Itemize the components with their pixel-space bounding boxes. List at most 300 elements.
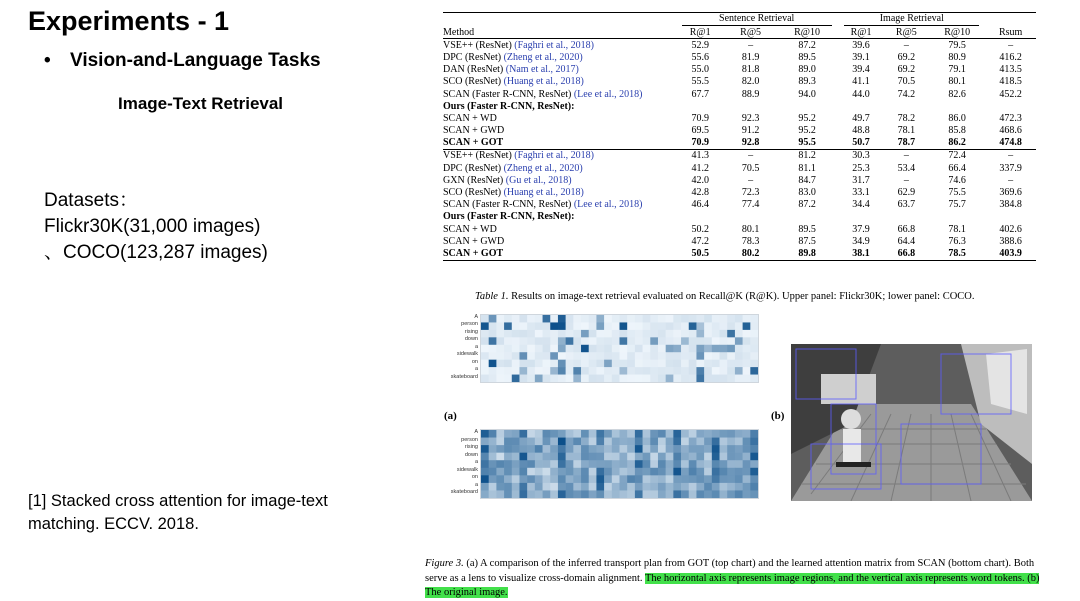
heatmap-cell (596, 345, 604, 353)
heatmap-cell (750, 337, 758, 345)
heatmap-cell (635, 483, 643, 491)
heatmap-cell (673, 445, 681, 453)
heatmap-cell (596, 375, 604, 382)
heatmap-cell (496, 453, 504, 461)
heatmap-cell (681, 330, 689, 338)
heatmap-cell (566, 460, 574, 468)
heatmap-cell (696, 475, 704, 483)
heatmap-cell (489, 367, 497, 375)
heatmap-cell (512, 490, 520, 498)
heatmap-cell (704, 360, 712, 368)
heatmap-cell (673, 490, 681, 498)
heatmap-cell (666, 483, 674, 491)
heatmap-cell (627, 345, 635, 353)
heatmap-cell (704, 483, 712, 491)
column-header: R@10 (776, 26, 839, 39)
heatmap-cell (604, 367, 612, 375)
heatmap-cell (689, 438, 697, 446)
heatmap-cell (704, 352, 712, 360)
table-cell: 49.7 (852, 112, 870, 124)
table-cell: 452.2 (999, 88, 1022, 100)
table-cell: 39.1 (852, 51, 870, 63)
heatmap-cell (720, 490, 728, 498)
heatmap-cell (681, 475, 689, 483)
heatmap-cell (543, 483, 551, 491)
table-cell: 88.9 (741, 88, 760, 100)
heatmap-cell (612, 367, 620, 375)
heatmap-cell (535, 438, 543, 446)
heatmap-cell (589, 430, 597, 438)
heatmap-cell (581, 475, 589, 483)
heatmap-cell (643, 367, 651, 375)
heatmap-cell (727, 330, 735, 338)
heatmap-cell (673, 345, 681, 353)
heatmap-cell (596, 483, 604, 491)
heatmap-cell (550, 330, 558, 338)
table-cell: 55.5 (691, 76, 709, 88)
heatmap-cell (550, 345, 558, 353)
heatmap-cell (735, 445, 743, 453)
heatmap-cell (535, 483, 543, 491)
table-cell: 79.1 (948, 64, 966, 76)
heatmap-cell (666, 322, 674, 330)
heatmap-cell (727, 315, 735, 323)
heatmap-cell (527, 352, 535, 360)
heatmap-cell (481, 460, 489, 468)
heatmap-cell (689, 460, 697, 468)
heatmap-cell (581, 430, 589, 438)
table-cell: – (903, 39, 909, 51)
heatmap-cell (743, 322, 751, 330)
heatmap-cell (743, 367, 751, 375)
heatmap-cell (735, 490, 743, 498)
heatmap-cell (643, 460, 651, 468)
heatmap-cell (512, 315, 520, 323)
table-cell: 89.3 (798, 76, 816, 88)
table-cell: 75.7 (948, 199, 966, 211)
heatmap-cell (573, 445, 581, 453)
heatmap-cell (712, 475, 720, 483)
heatmap-cell (650, 315, 658, 323)
figure-caption-highlight: The horizontal axis represents image regions, and the vertical axis represents word tokens. (b) The original image. (425, 572, 1040, 598)
heatmap-cell (496, 468, 504, 476)
heatmap-cell (604, 483, 612, 491)
heatmap-cell (589, 460, 597, 468)
heatmap-cell (650, 360, 658, 368)
heatmap-cell (512, 352, 520, 360)
table-cell: – (1008, 150, 1014, 162)
citation: (Gu et al., 2018) (505, 174, 572, 186)
table-cell: 63.7 (897, 199, 916, 211)
method-name: SCAN + WD (443, 223, 497, 235)
heatmap-cell (581, 445, 589, 453)
word-token-label: down (464, 451, 478, 458)
table-cell: 69.5 (691, 125, 709, 137)
heatmap-cell (527, 445, 535, 453)
heatmap-cell (627, 438, 635, 446)
heatmap-cell (504, 468, 512, 476)
heatmap-cell (596, 360, 604, 368)
heatmap-cell (750, 483, 758, 491)
heatmap-cell (689, 468, 697, 476)
heatmap-cell (666, 453, 674, 461)
heatmap-cell (689, 453, 697, 461)
heatmap-cell (612, 490, 620, 498)
heatmap-cell (650, 468, 658, 476)
heatmap-cell (696, 345, 704, 353)
table-cell: 472.3 (999, 112, 1022, 124)
heatmap-cell (704, 445, 712, 453)
heatmap-cell (512, 330, 520, 338)
table-cell: 79.5 (948, 39, 966, 51)
heatmap-cell (720, 367, 728, 375)
heatmap-cell (543, 360, 551, 368)
heatmap-cell (573, 345, 581, 353)
heatmap-cell (581, 315, 589, 323)
heatmap-cell (720, 330, 728, 338)
heatmap-cell (489, 468, 497, 476)
method-name: DPC (ResNet) (443, 51, 502, 63)
heatmap-cell (720, 438, 728, 446)
heatmap-cell (750, 375, 758, 382)
heatmap-cell (496, 375, 504, 382)
heatmap-cell (658, 375, 666, 382)
method-name: VSE++ (ResNet) (443, 39, 512, 51)
heatmap-cell (727, 337, 735, 345)
heatmap-cell (727, 453, 735, 461)
heatmap-cell (673, 453, 681, 461)
heatmap-cell (489, 330, 497, 338)
citation: (Faghri et al., 2018) (514, 39, 594, 51)
heatmap-cell (750, 445, 758, 453)
heatmap-cell (550, 315, 558, 323)
table-row (443, 235, 1036, 247)
section-subheading: Image-Text Retrieval (118, 94, 284, 113)
table-cell: 42.0 (691, 174, 709, 186)
heatmap-cell (519, 322, 527, 330)
heatmap-cell (635, 490, 643, 498)
heatmap-cell (550, 490, 558, 498)
heatmap-cell (535, 375, 543, 382)
table-cell: 50.7 (838, 137, 883, 150)
heatmap-cell (504, 360, 512, 368)
heatmap-cell (750, 360, 758, 368)
table-cell: 369.6 (999, 187, 1022, 199)
heatmap-cell (543, 367, 551, 375)
heatmap-cell (704, 438, 712, 446)
heatmap-cell (604, 475, 612, 483)
heatmap-cell (635, 330, 643, 338)
heatmap-cell (558, 430, 566, 438)
table-cell: 418.5 (999, 76, 1022, 88)
heatmap-cell (481, 360, 489, 368)
heatmap-cell (504, 375, 512, 382)
heatmap-cell (558, 445, 566, 453)
table-cell: – (748, 39, 754, 51)
table-row (443, 174, 1036, 186)
heatmap-cell (635, 360, 643, 368)
heatmap-cell (735, 345, 743, 353)
heatmap-cell (504, 475, 512, 483)
table-cell: – (748, 150, 754, 162)
heatmap-cell (589, 375, 597, 382)
heatmap-cell (496, 345, 504, 353)
heatmap-cell (627, 445, 635, 453)
heatmap-cell (750, 453, 758, 461)
table-cell: 81.9 (741, 51, 760, 63)
heatmap-cell (689, 345, 697, 353)
heatmap-cell (504, 322, 512, 330)
table-cell: 95.2 (798, 125, 816, 137)
column-header: R@5 (725, 26, 775, 39)
bullet-text: Vision-and-Language Tasks (70, 50, 321, 71)
heatmap-cell (589, 490, 597, 498)
heatmap-cell (527, 468, 535, 476)
heatmap-cell (712, 490, 720, 498)
heatmap-cell (704, 345, 712, 353)
heatmap-cell (566, 445, 574, 453)
heatmap-scan (480, 429, 759, 499)
heatmap-cell (596, 315, 604, 323)
table-cell: 384.8 (999, 199, 1022, 211)
citation: (Huang et al., 2018) (503, 76, 584, 88)
heatmap-cell (696, 468, 704, 476)
heatmap-cell (566, 375, 574, 382)
table-row (443, 186, 1036, 198)
heatmap-cell (512, 483, 520, 491)
heatmap-cell (720, 345, 728, 353)
heatmap-cell (720, 360, 728, 368)
heatmap-cell (673, 475, 681, 483)
heatmap-cell (496, 337, 504, 345)
heatmap-cell (681, 445, 689, 453)
heatmap-cell (496, 460, 504, 468)
heatmap-cell (535, 352, 543, 360)
heatmap-cell (650, 337, 658, 345)
table-cell: 83.0 (798, 187, 816, 199)
heatmap-cell (604, 430, 612, 438)
heatmap-cell (666, 330, 674, 338)
heatmap-cell (735, 360, 743, 368)
table-cell: 388.6 (999, 235, 1022, 247)
heatmap-cell (543, 468, 551, 476)
heatmap-cell (558, 322, 566, 330)
heatmap-cell (581, 337, 589, 345)
word-token-label: rising (464, 328, 478, 335)
column-header: R@10 (929, 26, 985, 39)
heatmap-cell (620, 367, 628, 375)
word-token-label: rising (464, 444, 478, 451)
heatmap-cell (681, 322, 689, 330)
method-name: VSE++ (ResNet) (443, 150, 512, 162)
heatmap-cell (519, 430, 527, 438)
heatmap-cell (635, 322, 643, 330)
heatmap-cell (720, 315, 728, 323)
heatmap-cell (643, 375, 651, 382)
heatmap-cell (643, 337, 651, 345)
heatmap-cell (712, 337, 720, 345)
table-cell: 38.1 (838, 247, 883, 260)
heatmap-cell (750, 460, 758, 468)
table-cell: 82.0 (741, 76, 760, 88)
heatmap-cell (620, 337, 628, 345)
word-token-label: on (471, 474, 478, 481)
heatmap-cell (666, 445, 674, 453)
heatmap-cell (573, 438, 581, 446)
heatmap-cell (735, 483, 743, 491)
citation: (Lee et al., 2018) (573, 88, 643, 100)
heatmap-cell (527, 315, 535, 323)
table-cell: 78.1 (948, 223, 966, 235)
heatmap-cell (712, 330, 720, 338)
heatmap-cell (696, 483, 704, 491)
heatmap-cell (627, 475, 635, 483)
heatmap-cell (696, 460, 704, 468)
heatmap-cell (550, 367, 558, 375)
heatmap-cell (743, 453, 751, 461)
heatmap-cell (581, 322, 589, 330)
heatmap-cell (727, 460, 735, 468)
heatmap-cell (481, 352, 489, 360)
word-token-label: a (474, 459, 478, 466)
heatmap-cell (604, 468, 612, 476)
heatmap-cell (496, 445, 504, 453)
heatmap-cell (489, 322, 497, 330)
heatmap-cell (527, 367, 535, 375)
heatmap-cell (527, 490, 535, 498)
table-cell: – (748, 174, 754, 186)
heatmap-cell (496, 352, 504, 360)
word-token-label: sidewalk (456, 351, 478, 358)
heatmap-cell (689, 445, 697, 453)
heatmap-cell (666, 360, 674, 368)
heatmap-cell (658, 352, 666, 360)
heatmap-cell (720, 468, 728, 476)
heatmap-cell (550, 375, 558, 382)
method-name: SCAN + GWD (443, 235, 505, 247)
heatmap-cell (519, 490, 527, 498)
heatmap-cell (673, 468, 681, 476)
heatmap-cell (712, 345, 720, 353)
heatmap-cell (550, 352, 558, 360)
heatmap-cell (527, 460, 535, 468)
table-cell: 78.7 (884, 137, 929, 150)
heatmap-cell (727, 483, 735, 491)
word-token-label: a (474, 366, 478, 373)
heatmap-cell (512, 438, 520, 446)
heatmap-cell (519, 483, 527, 491)
heatmap-cell (696, 360, 704, 368)
heatmap-cell (558, 360, 566, 368)
heatmap-cell (689, 322, 697, 330)
heatmap-cell (535, 430, 543, 438)
heatmap-cell (481, 330, 489, 338)
heatmap-cell (604, 360, 612, 368)
heatmap-cell (596, 322, 604, 330)
heatmap-cell (743, 460, 751, 468)
heatmap-cell (635, 460, 643, 468)
table-cell: 67.7 (691, 88, 709, 100)
heatmap-cell (750, 330, 758, 338)
heatmap-cell (704, 453, 712, 461)
heatmap-cell (743, 475, 751, 483)
heatmap-cell (620, 483, 628, 491)
table-cell: 41.1 (852, 76, 870, 88)
heatmap-cell (727, 475, 735, 483)
table-row (443, 199, 1036, 211)
heatmap-cell (673, 460, 681, 468)
heatmap-cell (489, 315, 497, 323)
heatmap-cell (504, 430, 512, 438)
heatmap-cell (635, 453, 643, 461)
word-token-label: A (474, 429, 478, 435)
heatmap-cell (704, 315, 712, 323)
heatmap-cell (696, 352, 704, 360)
heatmap-cell (558, 330, 566, 338)
heatmap-cell (527, 360, 535, 368)
heatmap-cell (681, 483, 689, 491)
heatmap-cell (612, 453, 620, 461)
heatmap-cell (558, 367, 566, 375)
heatmap-cell (573, 430, 581, 438)
table-row (443, 223, 1036, 235)
heatmap-cell (543, 315, 551, 323)
heatmap-cell (535, 460, 543, 468)
table-cell: 34.4 (852, 199, 870, 211)
heatmap-cell (620, 375, 628, 382)
heatmap-cell (573, 367, 581, 375)
heatmap-cell (566, 438, 574, 446)
heatmap-cell (519, 360, 527, 368)
heatmap-cell (519, 345, 527, 353)
heatmap-cell (573, 483, 581, 491)
column-header: R@5 (884, 26, 929, 39)
heatmap-cell (650, 322, 658, 330)
heatmap-cell (489, 475, 497, 483)
heatmap-cell (489, 360, 497, 368)
heatmap-cell (673, 322, 681, 330)
heatmap-cell (535, 490, 543, 498)
heatmap-cell (627, 330, 635, 338)
bullet-item (44, 50, 321, 72)
heatmap-cell (519, 337, 527, 345)
method-name: DAN (ResNet) (443, 64, 504, 76)
heatmap-cell (512, 337, 520, 345)
table-cell: 86.0 (948, 112, 966, 124)
heatmap-cell (566, 430, 574, 438)
heatmap-cell (650, 352, 658, 360)
table-cell: 94.0 (798, 88, 816, 100)
heatmap-cell (589, 345, 597, 353)
heatmap-cell (543, 330, 551, 338)
heatmap-cell (643, 490, 651, 498)
heatmap-cell (504, 352, 512, 360)
heatmap-cell (489, 430, 497, 438)
heatmap-cell (643, 453, 651, 461)
heatmap-cell (558, 468, 566, 476)
heatmap-cell (496, 322, 504, 330)
heatmap-cell (596, 330, 604, 338)
table-cell: 82.6 (948, 88, 966, 100)
heatmap-cell (604, 315, 612, 323)
table-cell: 403.9 (985, 247, 1036, 260)
heatmap-cell (635, 315, 643, 323)
heatmap-cell (627, 460, 635, 468)
heatmap-cell (704, 330, 712, 338)
heatmap-cell (673, 367, 681, 375)
table-cell: 80.1 (948, 76, 966, 88)
heatmap-cell (673, 337, 681, 345)
